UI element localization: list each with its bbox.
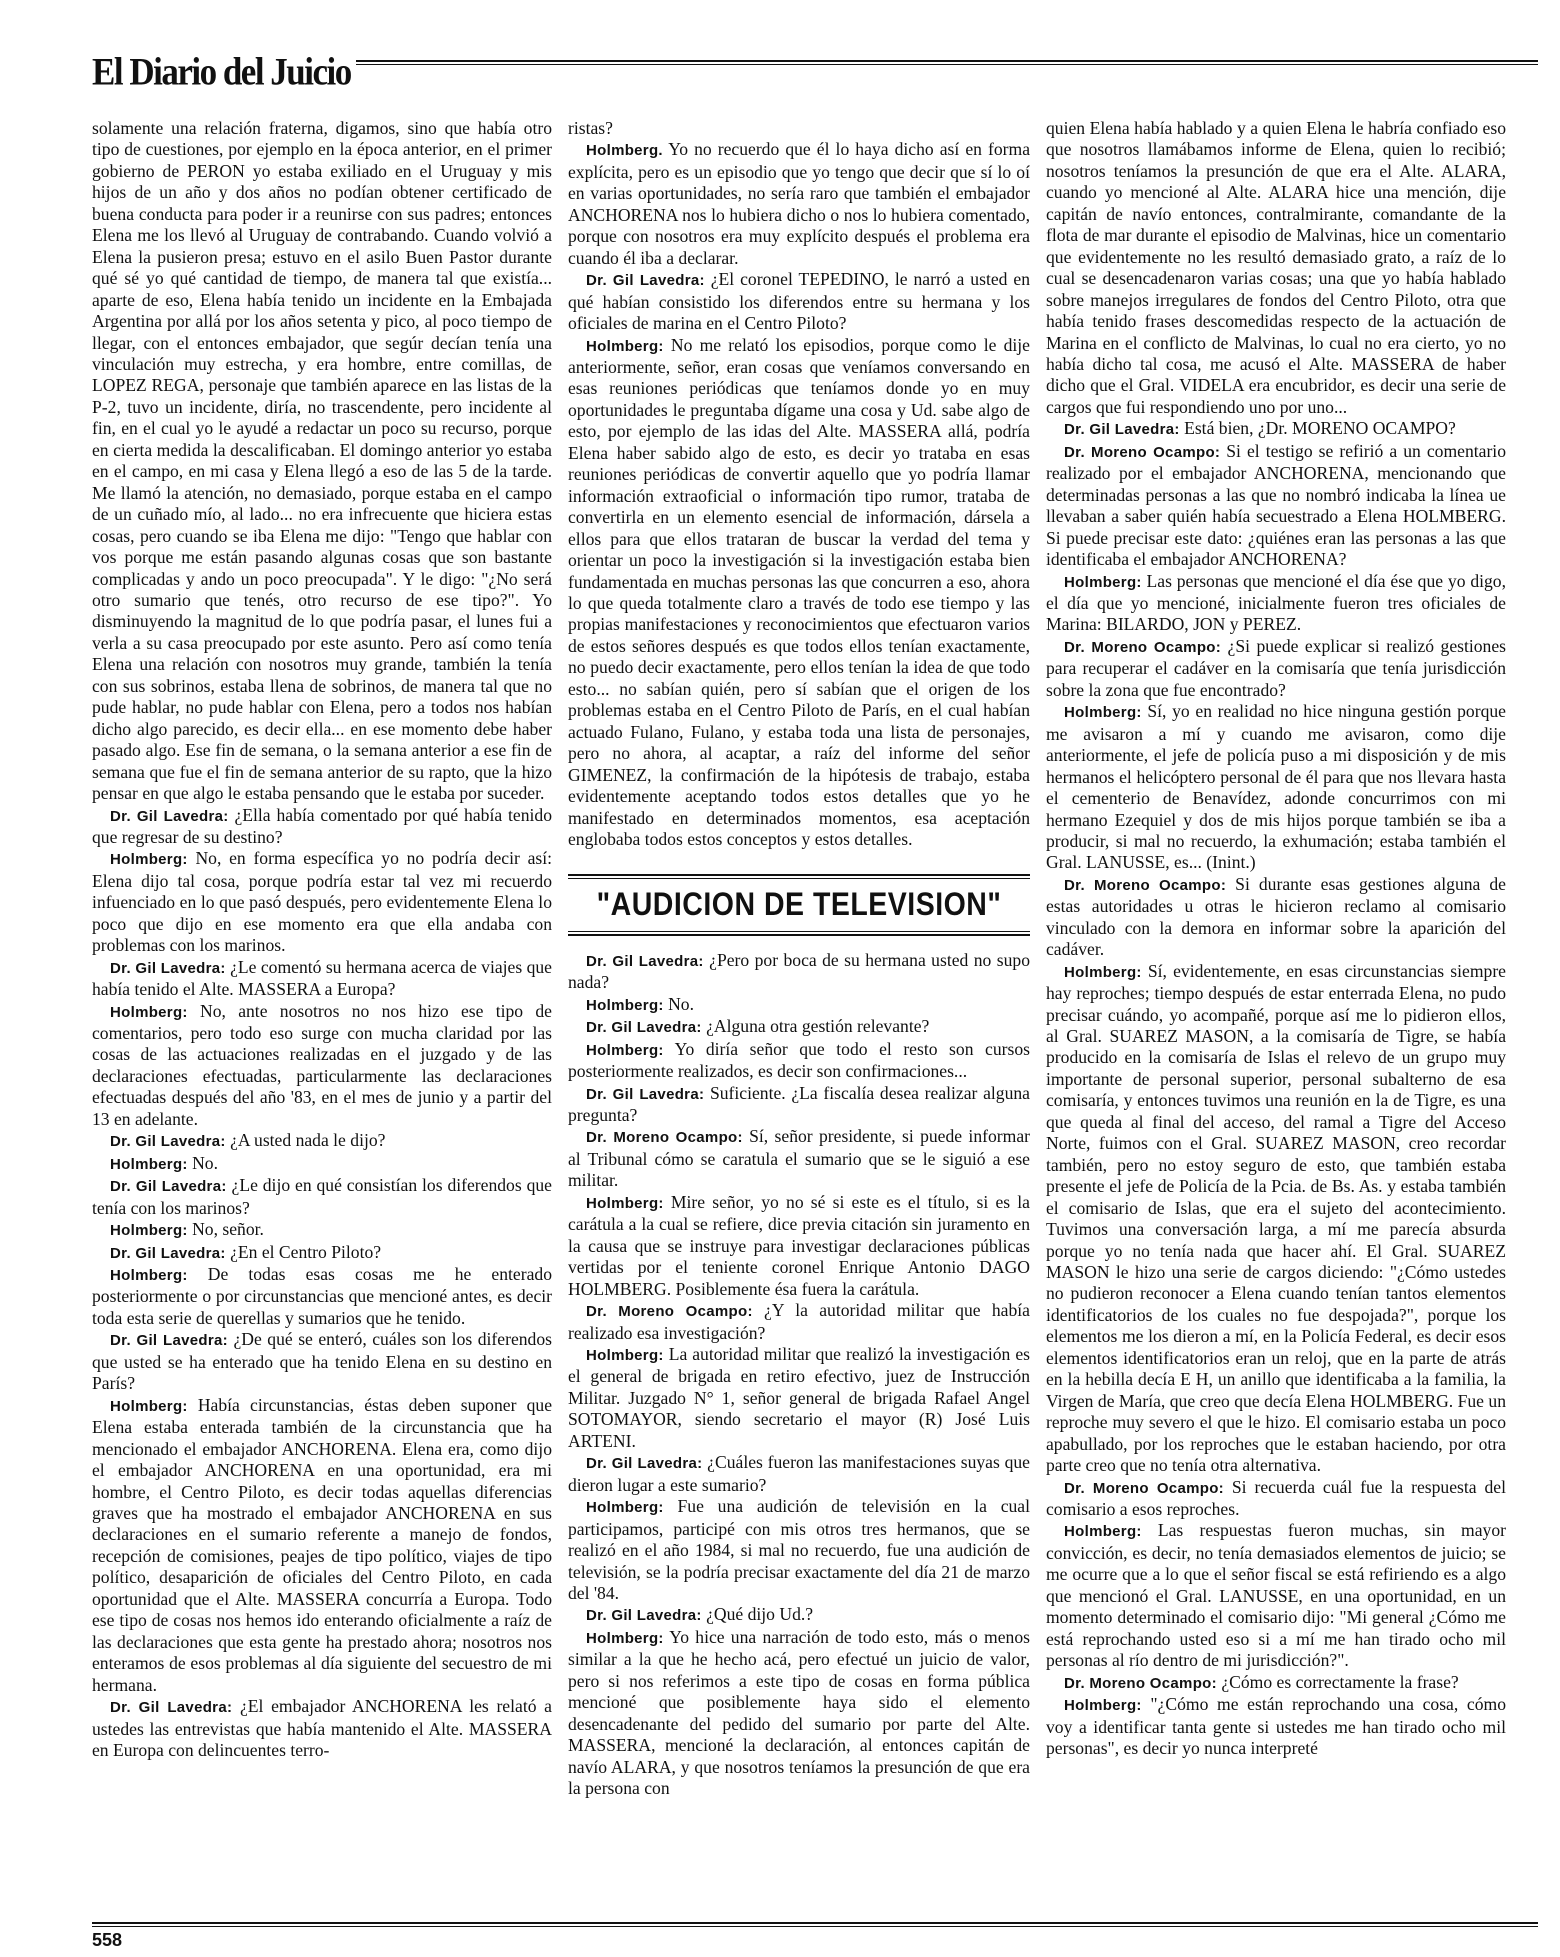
paragraph	[92, 1395, 552, 1696]
heading-rule-bottom-thin	[568, 931, 1030, 932]
speaker-label: Dr. Gil Lavedra:	[110, 1244, 226, 1262]
paragraph-text: ¿Alguna otra gestión relevante?	[701, 1016, 930, 1037]
paragraph-text: Yo hice una narración de todo esto, más o menos similar a la que he hecho acá, pero efectué un juicio de valor, pero si nos referimos a este tipo de cosas en forma pública mencioné que posiblemente haya sido el elemento desencadenante del pedido del sumario por parte del Alte. MASSERA, mencioné la declaración, al entonces capitán de navío ALARA, y que nosotros teníamos la presunción de que era la persona con	[568, 1626, 1030, 1799]
paragraph	[568, 1192, 1030, 1300]
speaker-label: Holmberg:	[586, 1347, 664, 1365]
speaker-label: Dr. Gil Lavedra:	[586, 1455, 703, 1473]
paragraph-text: De todas esas cosas me he enterado posteriormente o por circunstancias que mencioné antes, es decir toda esta serie de querellas y sumarios que he tenido.	[92, 1264, 552, 1328]
paragraph-text: ¿De qué se enteró, cuáles son los diferendos que usted se ha enterado que ha tenido Elena en su destino en París?	[92, 1329, 552, 1394]
paragraph-text: ¿Si puede explicar si realizó gestiones para recuperar el cadáver en la comisaría que tenía jurisdicción sobre la zona que fue encontrado?	[1046, 635, 1507, 700]
paragraph-text: quien Elena había hablado y a quien Elena le habría confiado eso que nosotros llamábamos informe de Elena, quien lo recibió; nosotros teníamos la presunción de que era el Alte. ALARA, cuando yo mencioné al Alte. ALARA hice una mención, dije capitán de navío entonces, contralmirante, comandante de la flota de mar durante el episodio de Malvinas, hice un comentario que evidentemente no les resultó demasiado grato, a raíz de lo cual se desencadenaron varias cosas; una que yo había hablado sobre manejos irregulares de fondos del Centro Piloto, otra que había tenido frases descomedidas respecto de la actuación de Marina en el conflicto de Malvinas, lo cual no era cierto, yo no había dicho tal cosa, me acusó el Alte. MASSERA de haber dicho que el Gral. VIDELA era encubridor, es decir una serie de cargos que fui respondiendo uno por uno...	[1046, 118, 1506, 417]
paragraph-text: ¿Ella había comentado por qué había tenido que regresar de su destino?	[92, 804, 552, 847]
speaker-label: Dr. Gil Lavedra:	[110, 807, 229, 825]
paragraph-text: "¿Cómo me están reprochando una cosa, cómo voy a identificar tanta gente si ustedes me han tirado ocho mil personas", es decir yo nunca interpreté	[1046, 1694, 1506, 1758]
paragraph-text: Yo no recuerdo que él lo haya dicho así en forma explícita, pero es un episodio que yo tengo que decir que sí lo oí en varias oportunidades, no sería raro que también el embajador ANCHORENA nos lo hubiera dicho o nos lo hubiera comentado, porque con nosotros era muy explícito después el problema era cuando él iba a declarar.	[568, 139, 1030, 268]
paragraph	[568, 1083, 1030, 1127]
speaker-label: Dr. Moreno Ocampo:	[1064, 876, 1227, 894]
paragraph	[92, 1696, 552, 1761]
paragraph	[568, 335, 1030, 851]
paragraph-text: Fue una audición de televisión en la cual participamos, participé con mis otros tres hermanos, que se realizó en el año 1984, si mal no recuerdo, fue una audición de televisión, se la podría precisar exactamente del día 21 de marzo del '84.	[568, 1496, 1030, 1603]
paragraph	[92, 118, 552, 805]
paragraph	[92, 1264, 552, 1329]
paragraph	[568, 118, 1030, 139]
paragraph-text: Las respuestas fueron muchas, sin mayor convicción, es decir, no tenía demasiados elementos de juicio; se me ocurre que a lo que el señor fiscal se está refiriendo es a algo que mencionó el Gral. LANUSSE, en una oportunidad, en un momento determinado el comisario dijo: "Mi general ¿Cómo me está reprochando usted eso si a mí me han tirado ocho mil personas al río dentro de mi jurisdicción?".	[1046, 1520, 1506, 1671]
paragraph-text: ¿Cómo es correctamente la frase?	[1216, 1671, 1459, 1692]
paragraph-text: Sí, evidentemente, en esas circunstancias siempre hay reproches; tiempo después de estar enterrada Elena, no pudo precisar cuándo, yo acompañé, porque así me lo pidieron ellos, al Gral. SUAREZ MASON, a la comisaría de Tigre, se había producido en la comisaría de Islas el relevo de un grupo muy importante de personal superior, personal subalterno de esa comisaría, y entonces tuvimos una reunión en la de Tigre, es una que queda al final del acceso, del ramal a Tigre del Acceso Norte, fuimos con el Gral. SUAREZ MASON, creo recordar también, pero no estoy seguro de esto, que también estaba presente el jefe de Policía de la Pcia. de Bs. As. y estaba también el comisario de Islas, que era el sujeto del acontecimiento. Tuvimos una conversación larga, a mí me parecía absurda porque yo no tenía nada que hacer ahí. El Gral. SUAREZ MASON le hizo una serie de cargos diciendo: "¿Cómo ustedes no pudieron reconocer a Elena cuando tenían tantos elementos identificatorios de los cuales no fue despojada?", porque los elementos me los dieron a mí, en la Policía Federal, es decir esos elementos identificatorios eran un reloj, que en la parte de atrás en la hebilla decía E H, un anillo que identificaba a la familia, la Virgen de María, que creo que decía Elena HOLMBERG. Fue un reproche muy severo el que le hizo. El comisario estaba un poco apabullado, por los reproches que le estaban haciendo, por otra parte creo que no tenía otra alternativa.	[1046, 960, 1506, 1476]
paragraph-text: Si durante esas gestiones alguna de estas autoridades u otras le hicieron reclamo al comisario vinculado con la demora en informar sobre la aparición del cadáver.	[1046, 873, 1506, 960]
speaker-label: Dr. Moreno Ocampo:	[1064, 638, 1222, 656]
paragraph	[568, 994, 1030, 1016]
paragraph-text: ¿Pero por boca de su hermana usted no supo nada?	[568, 949, 1030, 993]
paragraph-text: La autoridad militar que realizó la investigación es el general de brigada en retiro efectivo, juez de Instrucción Militar. Juzgado N° 1, señor general de brigada Rafael Angel SOTOMAYOR, siendo secretario el mayor (R) José Luis ARTENI.	[568, 1344, 1030, 1451]
section-heading: "AUDICION DE TELEVISION"	[596, 886, 1002, 924]
speaker-label: Dr. Gil Lavedra:	[110, 1332, 228, 1350]
speaker-label: Dr. Gil Lavedra:	[586, 1085, 705, 1103]
speaker-label: Holmberg:	[110, 1003, 188, 1021]
heading-rule-top-thin	[568, 878, 1030, 879]
paragraph-text: Había circunstancias, éstas deben suponer que Elena estaba enterada también de la circunstancia que ha mencionado el embajador ANCHORENA. Elena era, como dijo el embajador ANCHORENA en una oportunidad, era mi hombre, el Centro Piloto, es decir todas aquellas diferencias graves que ha mostrado el embajador ANCHORENA en sus declaraciones en el sumario referente a manejo de fondos, recepción de comisiones, peajes de tipo político, viajes de tipo político, desaparición de oficiales del Centro Piloto, en cada oportunidad que el Alte. MASSERA concurría a Europa. Todo ese tipo de cosas nos hemos ido enterando oficialmente a raíz de las declaraciones que esta gente ha prestado ahora; nosotros nos enteramos de esos problemas al día siguiente del secuestro de mi hermana.	[92, 1394, 552, 1695]
speaker-label: Holmberg:	[110, 1222, 188, 1240]
column-3	[1046, 118, 1506, 1759]
paragraph	[1046, 118, 1506, 418]
speaker-label: Dr. Moreno Ocampo:	[1064, 1479, 1224, 1497]
speaker-label: Dr. Gil Lavedra:	[110, 1133, 226, 1151]
paragraph	[1046, 1694, 1506, 1759]
paragraph	[1046, 1477, 1506, 1521]
speaker-label: Holmberg:	[586, 1629, 664, 1647]
speaker-label: Holmberg:	[586, 1041, 664, 1059]
speaker-label: Dr. Gil Lavedra:	[586, 1607, 702, 1625]
column-2	[568, 118, 1030, 1800]
paragraph	[1046, 874, 1506, 961]
column-1	[92, 118, 552, 1761]
paragraph-text: No.	[663, 993, 695, 1014]
paragraph	[92, 1329, 552, 1394]
section-heading-block	[568, 874, 1030, 935]
paragraph	[568, 1126, 1030, 1191]
paragraph	[92, 957, 552, 1001]
paragraph-text: No.	[187, 1152, 219, 1173]
paragraph	[1046, 571, 1506, 636]
paragraph	[1046, 441, 1506, 571]
footer-rule-thin	[92, 1926, 1538, 1927]
paragraph-text: Mire señor, yo no sé si este es el título, si es la carátula a la cual se refiere, dice previa citación sin juramento en la causa que se instruye para investigar declaraciones públicas vertidas por el teniente coronel Enrique Antonio DAGO HOLMBERG. Posiblemente ésa fuera la carátula.	[568, 1191, 1030, 1299]
paragraph-text: Yo diría señor que todo el resto son cursos posteriormente realizados, es decir son confirmaciones...	[568, 1038, 1030, 1082]
paragraph	[92, 1175, 552, 1219]
paragraph	[1046, 636, 1506, 701]
speaker-label: Dr. Gil Lavedra:	[586, 952, 704, 970]
speaker-label: Dr. Moreno Ocampo:	[586, 1303, 753, 1321]
speaker-label: Dr. Moreno Ocampo:	[1064, 443, 1221, 461]
speaker-label: Holmberg:	[1064, 963, 1142, 981]
speaker-label: Holmberg:	[586, 1499, 664, 1517]
paragraph-text: Sí, yo en realidad no hice ninguna gestión porque me avisaron a mí y cuando me avisaron, como dije anteriormente, el jefe de policía puso a mi disposición y de mis hermanos el helicóptero personal de él para que nos llevara hasta el cementerio de Benavídez, adonde concurrimos con mi hermano Ezequiel y dos de mis hijos porque también se iba a producir, si mal no recuerdo, la exhumación; estaba también el Gral. LANUSSE, es... (Inint.)	[1046, 701, 1506, 873]
speaker-label: Holmberg:	[110, 1397, 188, 1415]
paragraph-text: ¿Qué dijo Ud.?	[701, 1604, 814, 1625]
paragraph	[568, 1300, 1030, 1344]
paragraph	[568, 1627, 1030, 1800]
heading-rule-top	[568, 874, 1030, 876]
speaker-label: Dr. Gil Lavedra:	[586, 1019, 702, 1037]
masthead-rule-thin	[356, 64, 1538, 65]
speaker-label: Holmberg:	[110, 1267, 188, 1285]
paragraph-text: ¿El embajador ANCHORENA les relató a ustedes las entrevistas que había mantenido el Alte. MASSERA en Europa con delincuentes terro-	[92, 1696, 552, 1760]
paragraph	[568, 1344, 1030, 1452]
paragraph-text: Si el testigo se refirió a un comentario realizado por el embajador ANCHORENA, mencionando que determinadas personas a las que no nombró indicaba la línea ue llevaban a saber quién había secuestrado a Elena HOLMBERG. Si puede precisar este dato: ¿quiénes eran las personas a las que identificaba el embajador ANCHORENA?	[1046, 440, 1506, 570]
paragraph	[92, 1219, 552, 1241]
paragraph	[568, 1039, 1030, 1083]
page-number: 558	[92, 1930, 123, 1950]
paragraph-text: Sí, señor presidente, si puede informar al Tribunal cómo se caratula el sumario que se le siguió a ese militar.	[568, 1126, 1030, 1191]
paragraph	[568, 269, 1030, 334]
speaker-label: Holmberg:	[110, 851, 188, 869]
paragraph-text: ristas?	[568, 118, 613, 138]
paragraph	[1046, 701, 1506, 874]
paragraph	[1046, 1672, 1506, 1694]
speaker-label: Holmberg:	[1064, 573, 1142, 591]
speaker-label: Dr. Gil Lavedra:	[110, 1178, 227, 1196]
speaker-label: Holmberg:	[586, 337, 664, 355]
paragraph	[92, 848, 552, 956]
paragraph	[92, 1153, 552, 1175]
speaker-label: Holmberg:	[1064, 704, 1142, 722]
paragraph-text: ¿Cuáles fueron las manifestaciones suyas que dieron lugar a este sumario?	[568, 1452, 1030, 1495]
paragraph-text: ¿En el Centro Piloto?	[225, 1241, 382, 1262]
paragraph	[1046, 961, 1506, 1477]
paragraph-text: ¿Le dijo en qué consistían los diferendos que tenía con los marinos?	[92, 1175, 552, 1218]
speaker-label: Holmberg:	[586, 996, 664, 1014]
paragraph	[92, 805, 552, 849]
speaker-label: Dr. Gil Lavedra:	[1064, 421, 1180, 439]
masthead: El Diario del Juicio	[92, 50, 351, 94]
paragraph	[568, 950, 1030, 994]
paragraph-text: No, en forma específica yo no podría decir así: Elena dijo tal cosa, porque podría estar tal vez mi recuerdo infuenciado en lo que pasó después, pero evidentemente Elena lo poco que dijo en ese momento era que ella andaba con problemas con los marinos.	[92, 848, 552, 956]
heading-rule-bottom	[568, 934, 1030, 936]
paragraph	[568, 1452, 1030, 1496]
speaker-label: Dr. Gil Lavedra:	[586, 272, 705, 290]
paragraph	[568, 1016, 1030, 1038]
paragraph-text: ¿El coronel TEPEDINO, le narró a usted en qué habían consistido los diferendos entre su hermana y los oficiales de marina en el Centro Piloto?	[568, 269, 1030, 334]
paragraph-text: Las personas que mencioné el día ése que yo digo, el día que yo mencioné, inicialmente fueron tres oficiales de Marina: BILARDO, JON y PEREZ.	[1046, 570, 1506, 635]
column-2-bottom	[568, 950, 1030, 1800]
paragraph-text: ¿A usted nada le dijo?	[225, 1130, 386, 1151]
speaker-label: Holmberg:	[110, 1155, 188, 1173]
column-2-top	[568, 118, 1030, 850]
paragraph	[568, 1604, 1030, 1626]
speaker-label: Holmberg:	[586, 1194, 664, 1212]
paragraph-text: ¿Le comentó su hermana acerca de viajes que había tenido el Alte. MASSERA a Europa?	[92, 956, 552, 1000]
paragraph-text: solamente una relación fraterna, digamos, sino que había otro tipo de cuestiones, por ejemplo en la época anterior, en el primer gobierno de PERON yo estaba exiliado en el Uruguay y mis hijos de un año y dos años no podían obtener certificado de buena conducta para poder ir a reunirse con sus padres; entonces Elena me los llevó al Uruguay de contrabando. Cuando volvió a Elena la pusieron presa; estuvo en el asilo Buen Pastor durante qué sé yo qué cantidad de tiempo, de manera tal que existía... aparte de eso, Elena había tenido un incidente en la Embajada Argentina por allá por los años setenta y pico, al poco tiempo de llegar, con el entonces embajador, que segúr decían tenía una vinculación muy estrecha, y era hombre, entre comillas, de LOPEZ REGA, personaje que también aparece en las listas de la P-2, tuvo un incidente, diría, no trascendente, pero incidente al fin, en el cual yo le ayudé a redactar un poco su recurso, porque en cierta medida la descalificaban. El domingo anterior yo estaba en el campo, en mi casa y Elena llegó a eso de las 5 de la tarde. Me llamó la atención, no demasiado, porque estaba en el campo de un cuñado mío, al lado... no era infrecuente que hiciera estas cosas, pero cuando se iba Elena me dijo: "Tengo que hablar con vos porque me están pasando algunas cosas que son bastante complicadas y ando un poco preocupada". Y le digo: "¿No será otro sumario que tenés, otro recurso de ese tipo?". Yo disminuyendo la magnitud de lo que podría pasar, el lunes fui a verla a su casa preocupado por este asunto. Pero así como tenía Elena una relación con nosotros muy grande, también la tenía con sus sobrinos, estaba llena de sobrinos, de manera tal que no pude hablar, no pude hablar con Elena, pero a todos nos habían dicho algo parecido, es decir ella... en ese momento debe haber pasado algo. Ese fin de semana, o la semana anterior a ese fin de semana que fue el fin de semana anterior de su rapto, que la hizo pensar en que algo le estaba pensando que le estaba por suceder.	[92, 118, 552, 804]
paragraph-text: Está bien, ¿Dr. MORENO OCAMPO?	[1179, 418, 1456, 439]
paragraph	[92, 1130, 552, 1152]
masthead-rule	[356, 60, 1538, 62]
speaker-label: Dr. Gil Lavedra:	[110, 1699, 233, 1717]
speaker-label: Dr. Gil Lavedra:	[110, 959, 226, 977]
speaker-label: Dr. Moreno Ocampo:	[1064, 1674, 1217, 1692]
paragraph	[92, 1242, 552, 1264]
speaker-label: Holmberg.	[586, 142, 663, 160]
paragraph-text: No me relató los episodios, porque como le dije anteriormente, señor, eran cosas que veníamos conversando en esas reuniones periódicas que teníamos donde yo en muy oportunidades le preguntaba dígame una cosa y Ud. sabe algo de esto, por ejemplo de las idas del Alte. MASSERA allá, podría Elena haber sabido algo de esto, es decir yo trataba en esas reuniones periódicas de convertir aquello que yo podría llamar información extraoficial o información tipo rumor, trataba de convertirla en un elemento esencial de información, dársela a ellos para que ellos trataran de buscar la verdad del tema y orientar un poco la investigación si la investigación estaba bien fundamentada en muchas personas las que concurren a eso, ahora lo que queda totalmente claro a través de todo ese tiempo y las propias manifestaciones y reconocimientos que efectuaron varios de estos señores después es que todos ellos tenían exactamente, no puedo decir exactamente, pero ellos tenían la idea de que todo esto... no sabían quién, pero sí sabían que el origen de los problemas estaba en el Centro Piloto de París, en el cual habían actuado Fulano, Fulano, y estaba toda una lista de personajes, pero no ahora, al acaptar, a raíz del informe del señor GIMENEZ, la confirmación de la hipótesis de trabajo, estaba evidentemente aceptando todos estos detalles que yo he manifestado en determinados momentos, esa aceptación englobaba todos estos conceptos y estos detalles.	[568, 334, 1030, 849]
speaker-label: Dr. Moreno Ocampo:	[586, 1129, 743, 1147]
paragraph-text: Suficiente. ¿La fiscalía desea realizar alguna pregunta?	[568, 1082, 1030, 1126]
paragraph	[1046, 1520, 1506, 1671]
speaker-label: Holmberg:	[1064, 1697, 1142, 1715]
paragraph-text: No, señor.	[187, 1219, 264, 1240]
paragraph	[92, 1001, 552, 1131]
paragraph	[1046, 418, 1506, 440]
paragraph	[568, 1496, 1030, 1604]
speaker-label: Holmberg:	[1064, 1523, 1142, 1541]
paragraph-text: No, ante nosotros no nos hizo ese tipo de comentarios, pero todo eso surge con mucha claridad por las cosas de las actuaciones realizadas en el juzgado y de las declaraciones efectuadas, particularmente las declaraciones efectuadas después del año '83, en el mes de junio y a partir del 13 en adelante.	[92, 1000, 552, 1129]
paragraph	[568, 139, 1030, 269]
paragraph-text: Si recuerda cuál fue la respuesta del comisario a esos reproches.	[1046, 1476, 1506, 1519]
paragraph-text: ¿Y la autoridad militar que había realizado esa investigación?	[568, 1300, 1030, 1343]
footer-rule	[92, 1922, 1538, 1924]
